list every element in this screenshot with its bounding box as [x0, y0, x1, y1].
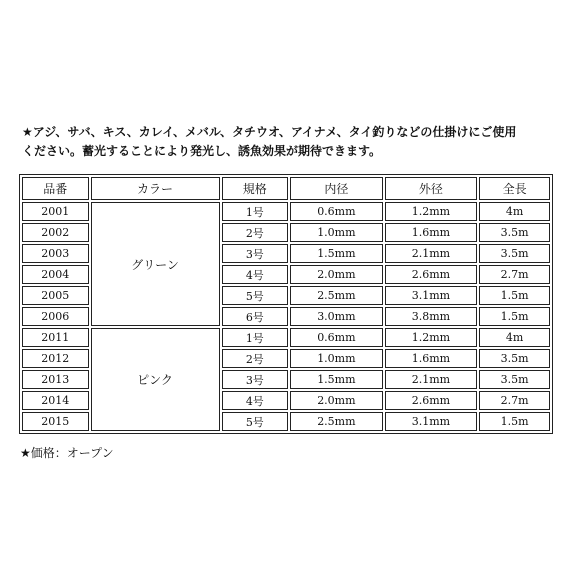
table-row: [22, 202, 550, 221]
cell-code: 2002: [22, 223, 89, 242]
cell-size: 5号: [222, 286, 289, 305]
cell-length: 3.5m: [479, 349, 550, 368]
cell-code: 2014: [22, 391, 89, 410]
cell-length: 3.5m: [479, 370, 550, 389]
cell-length: 2.7m: [479, 391, 550, 410]
table-body: [22, 202, 550, 431]
cell-size: 2号: [222, 223, 289, 242]
cell-length: 4m: [479, 328, 550, 347]
cell-color-pink: ピンク: [91, 328, 220, 431]
cell-inner: 3.0mm: [290, 307, 383, 326]
cell-outer: 2.6mm: [385, 391, 478, 410]
cell-outer: 1.6mm: [385, 223, 478, 242]
cell-length: 1.5m: [479, 307, 550, 326]
cell-code: 2011: [22, 328, 89, 347]
cell-length: 2.7m: [479, 265, 550, 284]
header-size: 規格: [222, 177, 289, 200]
cell-code: 2004: [22, 265, 89, 284]
header-color: カラー: [91, 177, 220, 200]
cell-length: 3.5m: [479, 223, 550, 242]
cell-code: 2012: [22, 349, 89, 368]
cell-inner: 1.5mm: [290, 244, 383, 263]
cell-code: 2005: [22, 286, 89, 305]
cell-code: 2003: [22, 244, 89, 263]
cell-size: 4号: [222, 265, 289, 284]
cell-outer: 3.1mm: [385, 286, 478, 305]
cell-size: 3号: [222, 244, 289, 263]
cell-code: 2006: [22, 307, 89, 326]
cell-inner: 0.6mm: [290, 202, 383, 221]
cell-outer: 1.6mm: [385, 349, 478, 368]
spec-table: [19, 174, 553, 434]
cell-inner: 1.5mm: [290, 370, 383, 389]
cell-size: 6号: [222, 307, 289, 326]
cell-code: 2015: [22, 412, 89, 431]
header-length: 全長: [479, 177, 550, 200]
description-line-2: ください。蓄光することにより発光し、誘魚効果が期待できます。: [22, 144, 382, 158]
cell-code: 2013: [22, 370, 89, 389]
cell-inner: 2.5mm: [290, 412, 383, 431]
header-code: 品番: [22, 177, 89, 200]
table-header-row: [22, 177, 550, 200]
cell-size: 4号: [222, 391, 289, 410]
cell-inner: 2.0mm: [290, 265, 383, 284]
cell-size: 2号: [222, 349, 289, 368]
cell-color-green: グリーン: [91, 202, 220, 326]
cell-inner: 0.6mm: [290, 328, 383, 347]
cell-code: 2001: [22, 202, 89, 221]
description-line-1: ★アジ、サバ、キス、カレイ、メバル、タチウオ、アイナメ、タイ釣りなどの仕掛けにご使用: [22, 125, 517, 139]
cell-outer: 2.6mm: [385, 265, 478, 284]
cell-size: 5号: [222, 412, 289, 431]
cell-length: 1.5m: [479, 286, 550, 305]
cell-length: 4m: [479, 202, 550, 221]
header-inner-diameter: 内径: [290, 177, 383, 200]
product-description: [22, 123, 557, 161]
cell-outer: 1.2mm: [385, 202, 478, 221]
cell-outer: 2.1mm: [385, 370, 478, 389]
cell-inner: 2.0mm: [290, 391, 383, 410]
cell-outer: 3.8mm: [385, 307, 478, 326]
price-note: ★価格：オープン: [20, 446, 114, 460]
cell-inner: 2.5mm: [290, 286, 383, 305]
cell-outer: 2.1mm: [385, 244, 478, 263]
table-row: [22, 328, 550, 347]
cell-size: 3号: [222, 370, 289, 389]
cell-length: 3.5m: [479, 244, 550, 263]
cell-outer: 1.2mm: [385, 328, 478, 347]
cell-length: 1.5m: [479, 412, 550, 431]
cell-inner: 1.0mm: [290, 349, 383, 368]
cell-size: 1号: [222, 202, 289, 221]
cell-size: 1号: [222, 328, 289, 347]
cell-outer: 3.1mm: [385, 412, 478, 431]
header-outer-diameter: 外径: [385, 177, 478, 200]
cell-inner: 1.0mm: [290, 223, 383, 242]
